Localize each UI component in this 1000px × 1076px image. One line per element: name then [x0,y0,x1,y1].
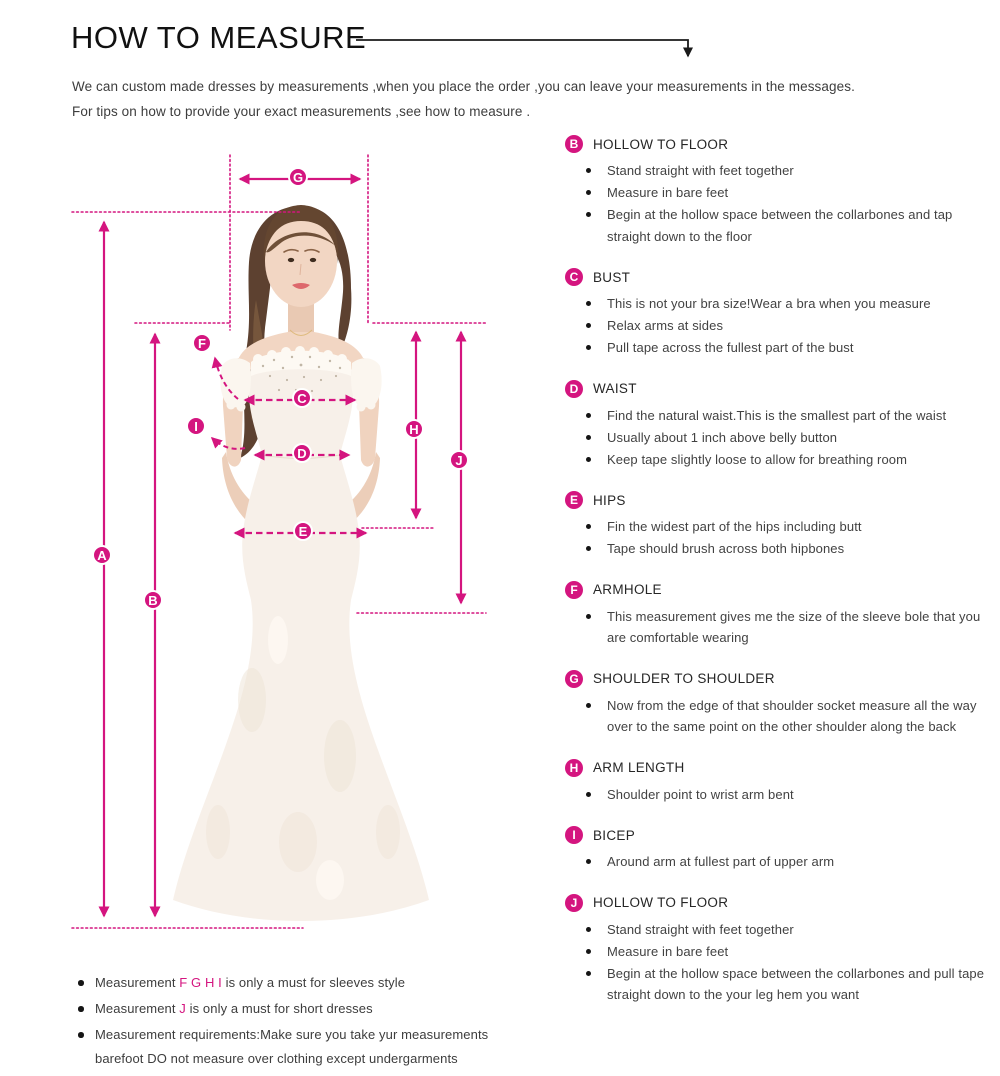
note-highlight: J [179,1001,186,1016]
section-title: HIPS [593,492,626,508]
section-letter-badge: D [565,380,583,398]
section-arm-length [565,759,997,806]
section-title: BICEP [593,827,636,843]
section-letter-badge: F [565,581,583,599]
bullet-item: Begin at the hollow space between the collarbones and pull tape straight down to the your leg hem you want [565,963,997,1006]
section-waist [565,380,997,471]
marker-a: A [92,545,112,565]
page-title: HOW TO MEASURE [71,20,367,55]
intro-line-2: For tips on how to provide your exact measurements ,see how to measure . [72,104,531,119]
marker-h: H [404,419,424,439]
note-item: Measurement F G H I is only a must for sleeves style [78,971,518,995]
section-title: HOLLOW TO FLOOR [593,136,729,152]
marker-g: G [288,167,308,187]
section-armhole [565,581,997,649]
section-title: ARMHOLE [593,582,662,597]
section-title: BUST [593,269,631,285]
bullet-item: This is not your bra size!Wear a bra when you measure [565,293,997,315]
bullet-item: Pull tape across the fullest part of the bust [565,337,997,359]
section-bicep [565,826,997,873]
section-letter-badge: G [565,670,583,688]
section-letter-badge: E [565,491,583,509]
bullet-item: Shoulder point to wrist arm bent [565,784,997,806]
section-bust [565,268,997,359]
note-highlight: F G H I [179,975,222,990]
bullet-item: Relax arms at sides [565,315,997,337]
bullet-item: Usually about 1 inch above belly button [565,427,997,449]
measure-instructions-column [565,135,997,1027]
section-hips [565,491,997,560]
section-letter-badge: C [565,268,583,286]
bullet-item: Stand straight with feet together [565,160,997,182]
marker-e: E [293,521,313,541]
bullet-item: Stand straight with feet together [565,919,997,941]
section-title: WAIST [593,381,637,396]
marker-j: J [449,450,469,470]
note-item: Measurement J is only a must for short dresses [78,997,518,1021]
section-title: ARM LENGTH [593,760,685,775]
section-shoulder-to-shoulder [565,670,997,738]
bullet-item: Tape should brush across both hipbones [565,538,997,560]
bullet-item: Now from the edge of that shoulder socket measure all the way over to the same point on the other shoulder along the back [565,695,997,738]
bullet-item: Around arm at fullest part of upper arm [565,851,997,873]
bullet-item: This measurement gives me the size of the sleeve bole that you are comfortable wearing [565,606,997,649]
bullet-item: Measure in bare feet [565,941,997,963]
marker-f: F [192,333,212,353]
marker-d: D [292,443,312,463]
bullet-item: Begin at the hollow space between the collarbones and tap straight down to the floor [565,204,997,247]
marker-i: I [186,416,206,436]
section-hollow-to-floor-j [565,894,997,1006]
bullet-item: Fin the widest part of the hips including butt [565,516,997,538]
measurement-notes [78,971,518,1073]
bullet-item: Measure in bare feet [565,182,997,204]
section-hollow-to-floor-b [565,135,997,247]
bullet-item: Keep tape slightly loose to allow for breathing room [565,449,997,471]
bullet-item: Find the natural waist.This is the smallest part of the waist [565,405,997,427]
model-figure [173,205,429,921]
section-letter-badge: B [565,135,583,153]
note-item: Measurement requirements:Make sure you take yur measurements barefoot DO not measure over clothing except undergarments [78,1023,518,1070]
section-letter-badge: I [565,826,583,844]
section-letter-badge: J [565,894,583,912]
marker-c: C [292,388,312,408]
section-title: HOLLOW TO FLOOR [593,895,729,910]
section-title: SHOULDER TO SHOULDER [593,671,775,686]
marker-b: B [143,590,163,610]
title-connector-arrow [356,40,688,56]
section-letter-badge: H [565,759,583,777]
intro-line-1: We can custom made dresses by measurements ,when you place the order ,you can leave your measurements in the messages. [72,79,855,94]
